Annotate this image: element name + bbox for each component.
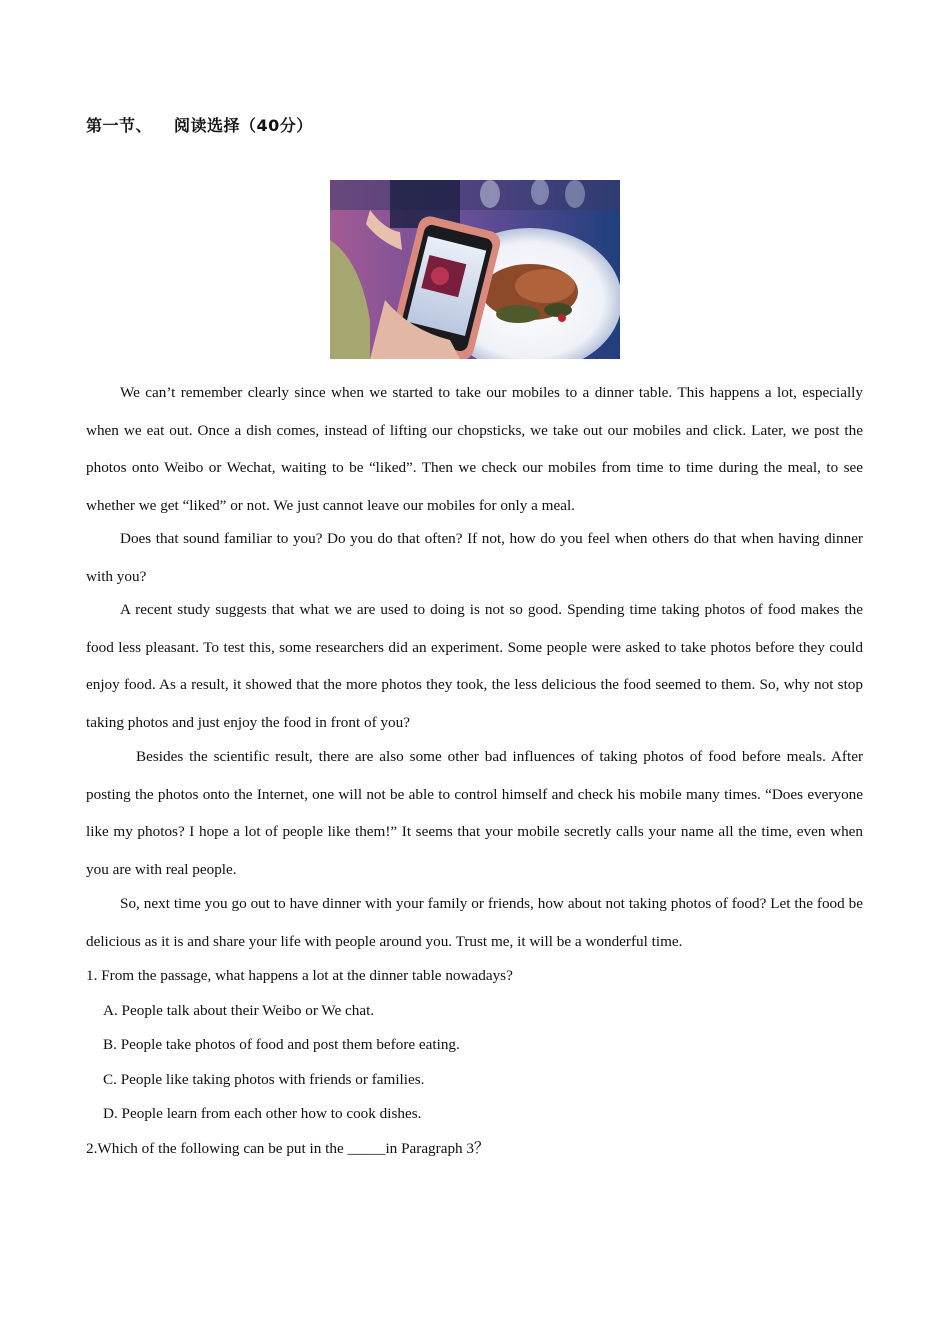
passage-paragraph-3: A recent study suggests that what we are used to doing is not so good. Spending time taking photos of food makes the food less pleasant. To test this, some researchers did an experiment. Some people were asked to take photos before they could enjoy food. As a result, it showed that the more photos they took, the less delicious the food seemed to them. So, why not stop taking photos and just enjoy the food in front of you?	[86, 601, 863, 731]
section-label: 第一节、	[86, 116, 153, 135]
passage-paragraph-5: So, next time you go out to have dinner with your family or friends, how about not taking photos of food? Let the food be delicious as it is and share your life with people around you. Trust me, it will be a wonderful time.	[86, 895, 863, 950]
passage-photo	[330, 180, 620, 359]
question-2-stem: 2.Which of the following can be put in the _____in Paragraph 3？	[86, 1140, 490, 1157]
reading-passage	[86, 374, 863, 960]
question-1-option-d: D. People learn from each other how to cook dishes.	[103, 1105, 422, 1122]
question-1-stem: 1. From the passage, what happens a lot at the dinner table nowadays?	[86, 967, 513, 984]
passage-paragraph-1: We can’t remember clearly since when we started to take our mobiles to a dinner table. This happens a lot, especially when we eat out. Once a dish comes, instead of lifting our chopsticks, we take out our mobiles and click. Later, we post the photos onto Weibo or Wechat, waiting to be “liked”. Then we check our mobiles from time to time during the meal, to see whether we get “liked” or not. We just cannot leave our mobiles for only a meal.	[86, 384, 863, 514]
passage-paragraph-4: Besides the scientific result, there are also some other bad influences of taking photos of food before meals. After posting the photos onto the Internet, one will not be able to control himself and check his mobile many times. “Does everyone like my photos? I hope a lot of people like them!” It seems that your mobile secretly calls your name all the time, even when you are with real people.	[86, 748, 863, 878]
section-heading: 阅读选择（40分）	[174, 116, 313, 135]
question-1-option-c: C. People like taking photos with friends or families.	[103, 1071, 425, 1088]
section-title	[86, 113, 313, 136]
food-photo-image	[330, 180, 620, 359]
question-1-option-b: B. People take photos of food and post them before eating.	[103, 1036, 460, 1053]
question-1-option-a: A. People talk about their Weibo or We chat.	[103, 1002, 375, 1019]
passage-paragraph-2: Does that sound familiar to you? Do you do that often? If not, how do you feel when others do that when having dinner with you?	[86, 530, 863, 585]
